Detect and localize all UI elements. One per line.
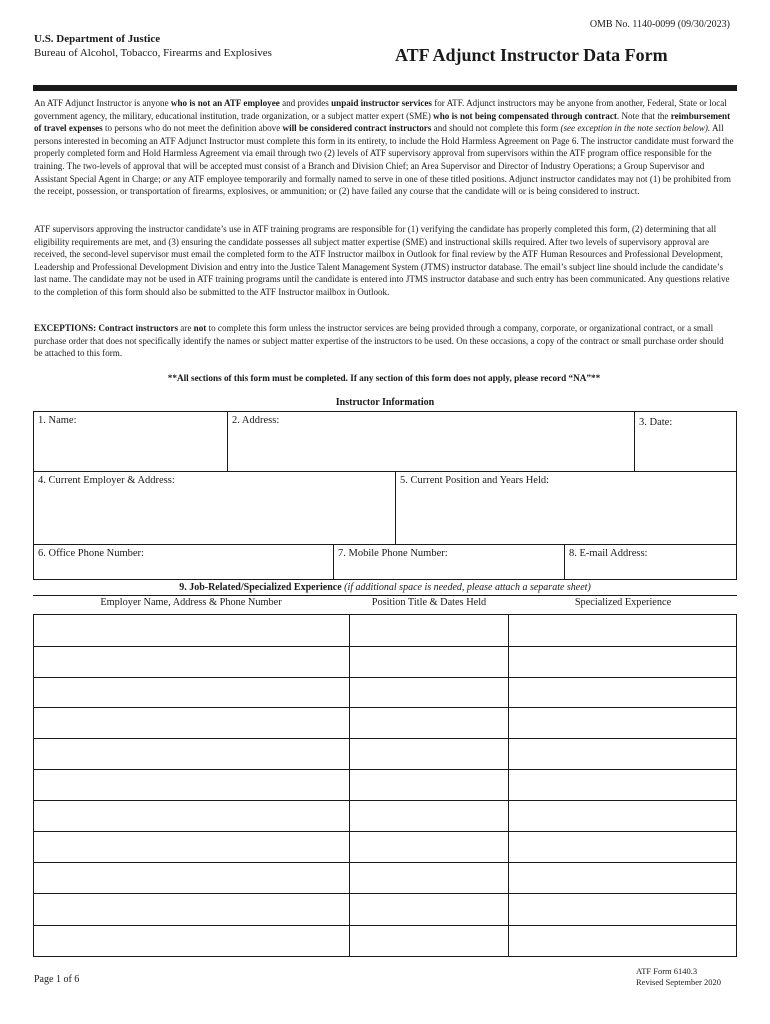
experience-cell[interactable]	[34, 801, 349, 831]
experience-cell[interactable]	[350, 832, 508, 862]
omb-number: OMB No. 1140-0099 (09/30/2023)	[589, 19, 730, 30]
experience-top-line	[33, 595, 737, 596]
experience-cell[interactable]	[509, 615, 737, 646]
email-field[interactable]	[565, 545, 736, 579]
experience-row-line	[33, 956, 737, 957]
page-number: Page 1 of 6	[34, 974, 80, 985]
current-position-label: 5. Current Position and Years Held:	[400, 475, 550, 486]
header-rule	[33, 85, 737, 91]
address-field[interactable]	[228, 412, 634, 471]
experience-cell[interactable]	[350, 678, 508, 707]
experience-cell[interactable]	[350, 770, 508, 800]
mobile-phone-field[interactable]	[334, 545, 564, 579]
column-header-position: Position Title & Dates Held	[371, 597, 487, 608]
experience-cell[interactable]	[350, 615, 508, 646]
column-header-experience: Specialized Experience	[574, 597, 672, 608]
experience-cell[interactable]	[509, 739, 737, 769]
experience-cell[interactable]	[509, 894, 737, 925]
experience-cell[interactable]	[34, 615, 349, 646]
address-label: 2. Address:	[232, 415, 280, 426]
experience-cell[interactable]	[350, 708, 508, 738]
intro-paragraph-2: ATF supervisors approving the instructor candidate’s use in ATF training programs are responsible for (1) verifying the candidate has properly completed this form, (2) determining that all eligibility requirements are met, and (3) ensuring the candidate possesses all subject matter expertise (SME) and instructional skills required. After two levels of supervisory approval are received, the second-level supervisor must email the completed form to the ATF Instructor mailbox in Outlook for final review by the ATF Human Resources and Professional Development, Leadership and Professional Development Division and entry into the Justice Talent Management System (JTMS) instructor database. The email’s subject line should include the candidate’s last name. The candidate may not be used in ATF training programs until the candidate is entered into JTMS instructor database and such entry has been communicated. Any questions relative to the completion of this form should also be submitted to the ATF Instructor mailbox in Outlook.	[34, 224, 730, 297]
experience-cell[interactable]	[350, 863, 508, 893]
intro-paragraph-1: An ATF Adjunct Instructor is anyone who is not an ATF employee and provides unpaid instructor services for ATF. Adjunct instructors may be anyone from another, Federal, State or local government agency, the military, educational institution, trade organization, or a subject matter expert (SME) who is not being compensated through contract. Note that the reimbursement of travel expenses to persons who do not meet the definition above will be considered contract instructors and should not complete this form (see exception in the note section below). All persons interested in becoming an ATF Adjunct Instructor must complete this form in its entirety, to include the Hold Harmless Agreement on Page 6. The instructor candidate must forward the properly completed form and Hold Harmless Agreement via email through two (2) levels of ATF supervisory approval from supervisors within the ATF program office responsible for the training. The two-levels of approval that will be accepted must consist of a Branch and Division Chief; an Area Supervisor and Director of Industry Operations; a Group Supervisor and Assistant Special Agent in Charge; or any ATF employee temporarily and formally named to serve in one of these titled positions. Adjunct instructor candidates may not (1) be prohibited from the receipt, possession, or transportation of firearms, explosives, or ammunition; or (2) have failed any course that the candidate will or is being considered to instruct.	[34, 98, 734, 197]
experience-cell[interactable]	[34, 647, 349, 677]
experience-cell[interactable]	[34, 863, 349, 893]
name-field[interactable]	[34, 412, 227, 471]
form-number-block	[636, 966, 721, 988]
current-position-field[interactable]	[396, 472, 736, 544]
current-employer-field[interactable]	[34, 472, 395, 544]
experience-cell[interactable]	[34, 894, 349, 925]
form-number: ATF Form 6140.3	[636, 966, 698, 976]
experience-cell[interactable]	[34, 832, 349, 862]
experience-cell[interactable]	[350, 647, 508, 677]
column-header-employer: Employer Name, Address & Phone Number	[100, 597, 282, 608]
department-name: U.S. Department of Justice	[34, 33, 161, 45]
experience-heading: 9. Job-Related/Specialized Experience (if additional space is needed, please attach a separate sheet)	[179, 582, 591, 593]
experience-cell[interactable]	[34, 708, 349, 738]
experience-cell[interactable]	[509, 770, 737, 800]
experience-cell[interactable]	[509, 926, 737, 956]
exceptions-paragraph: EXCEPTIONS: Contract instructors are not to complete this form unless the instructor services are being provided through a company, corporate, or organizational contract, or a small purchase order that does not specifically identify the names or subject matter expertise of the instructors to be used. On these occasions, a copy of the contract or small purchase order should be attached to this form.	[34, 323, 724, 359]
date-field[interactable]	[635, 414, 735, 471]
revision-date: Revised September 2020	[636, 977, 721, 987]
form-title: ATF Adjunct Instructor Data Form	[395, 45, 668, 65]
experience-cell[interactable]	[34, 926, 349, 956]
instructor-info-heading: Instructor Information	[335, 397, 435, 408]
experience-cell[interactable]	[34, 739, 349, 769]
experience-cell[interactable]	[350, 739, 508, 769]
bureau-name: Bureau of Alcohol, Tobacco, Firearms and Explosives	[34, 47, 272, 59]
experience-cell[interactable]	[509, 832, 737, 862]
experience-cell[interactable]	[350, 894, 508, 925]
experience-cell[interactable]	[509, 647, 737, 677]
experience-cell[interactable]	[350, 801, 508, 831]
current-employer-label: 4. Current Employer & Address:	[38, 475, 175, 486]
experience-cell[interactable]	[34, 678, 349, 707]
experience-cell[interactable]	[509, 801, 737, 831]
experience-cell[interactable]	[350, 926, 508, 956]
office-phone-field[interactable]	[34, 545, 333, 579]
experience-cell[interactable]	[34, 770, 349, 800]
agency-block	[34, 32, 272, 60]
mobile-phone-label: 7. Mobile Phone Number:	[338, 548, 448, 559]
date-label: 3. Date:	[639, 417, 673, 428]
experience-cell[interactable]	[509, 678, 737, 707]
instructor-info-grid	[33, 411, 737, 580]
office-phone-label: 6. Office Phone Number:	[38, 548, 144, 559]
email-label: 8. E-mail Address:	[569, 548, 648, 559]
experience-cell[interactable]	[509, 863, 737, 893]
experience-cell[interactable]	[509, 708, 737, 738]
name-label: 1. Name:	[38, 415, 77, 426]
completion-notice: **All sections of this form must be completed. If any section of this form does not apply, please record “NA”**	[167, 373, 601, 383]
